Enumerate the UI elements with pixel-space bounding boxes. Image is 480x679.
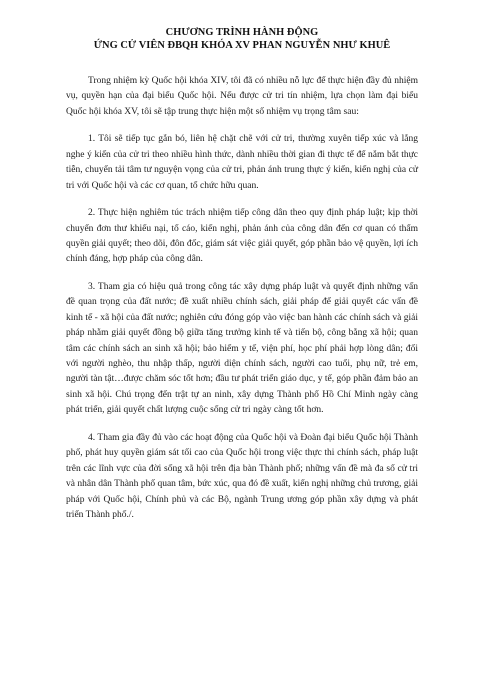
task-paragraph-1: 1. Tôi sẽ tiếp tục gắn bó, liên hệ chặt chẽ với cử tri, thường xuyên tiếp xúc và lắng nghe ý kiến của cử tri theo nhiều hình thức, dành nhiều thời gian đi thực tế để nắm bắt thực tiễn, chuyển tải tâm tư nguyện vọng của cử tri, phản ánh trung thực ý kiến, kiến nghị của cử tri với Quốc hội và các cơ quan, tổ chức hữu quan. [66,134,418,191]
document-title [66,26,418,52]
title-line-2: ỨNG CỬ VIÊN ĐBQH KHÓA XV PHAN NGUYỄN NHƯ KHUÊ [93,40,391,51]
task-paragraph-4: 4. Tham gia đầy đủ vào các hoạt động của Quốc hội và Đoàn đại biểu Quốc hội Thành phố, phát huy quyền giám sát tối cao của Quốc hội trong việc thực thi chính sách, pháp luật trên các lĩnh vực của đời sống xã hội trên địa bàn Thành phố; những vấn đề mà đa số cử tri và nhân dân Thành phố quan tâm, bức xúc, qua đó đề xuất, kiến nghị những chủ trương, giải pháp với Quốc hội, Chính phủ và các Bộ, ngành Trung ương góp phần xây dựng và phát triển Thành phố./. [66,432,418,520]
task-paragraph-3: 3. Tham gia có hiệu quả trong công tác xây dựng pháp luật và quyết định những vấn đề quan trọng của đất nước; đề xuất nhiều chính sách, giải pháp để giải quyết các vấn đề kinh tế - xã hội của đất nước; nghiên cứu đóng góp vào việc ban hành các chính sách và giải pháp nhằm giải quyết đồng bộ giữa tăng trưởng kinh tế và tiến bộ, công bằng xã hội; quan tâm các chính sách an sinh xã hội; bảo hiểm y tế, viện phí, học phí phải hợp lòng dân; đối với người nghèo, thu nhập thấp, người diện chính sách, người cao tuổi, phụ nữ, trẻ em, người tàn tật…được chăm sóc tốt hơn; đầu tư phát triển giáo dục, y tế, góp phần đảm bảo an sinh xã hội. Chú trọng đến trật tự an ninh, xây dựng Thành phố Hồ Chí Minh ngày càng phát triển, giải quyết chất lượng cuộc sống cử tri ngày càng tốt hơn. [66,282,418,416]
document-body [66,74,418,523]
intro-paragraph: Trong nhiệm kỳ Quốc hội khóa XIV, tôi đã có nhiều nỗ lực để thực hiện đầy đủ nhiệm vụ, quyền hạn của đại biểu Quốc hội. Nếu được cử tri tín nhiệm, lựa chọn làm đại biểu Quốc hội khóa XV, tôi sẽ tập trung thực hiện một số nhiệm vụ trọng tâm sau: [66,76,418,117]
title-line-1: CHƯƠNG TRÌNH HÀNH ĐỘNG [165,27,319,38]
task-paragraph-2: 2. Thực hiện nghiêm túc trách nhiệm tiếp công dân theo quy định pháp luật; kịp thời chuyển đơn thư khiếu nại, tố cáo, kiến nghị, phản ánh của công dân đến cơ quan có thẩm quyền giải quyết; theo dõi, đôn đốc, giám sát việc giải quyết, góp phần bảo vệ quyền, lợi ích chính đáng, hợp pháp của công dân. [66,208,418,265]
